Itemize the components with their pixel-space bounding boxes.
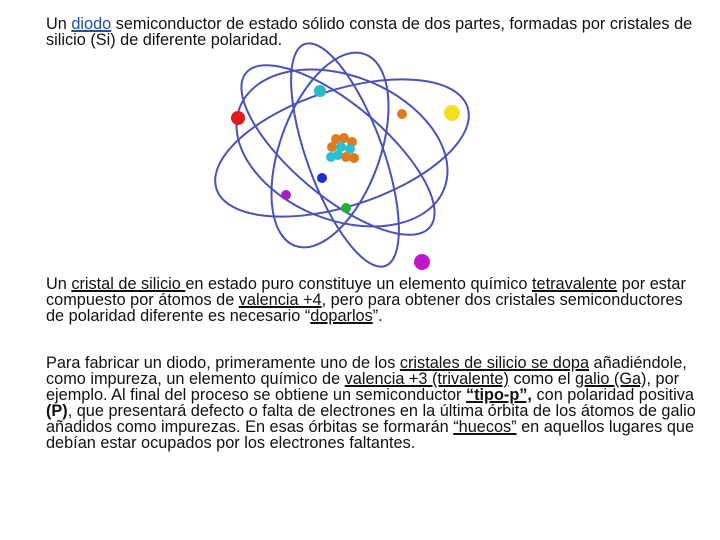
text-segment: , pero para obtener dos cristales semiconductores de polaridad diferente es necesario “ — [46, 291, 683, 325]
paragraph-fabricar — [46, 355, 696, 451]
link-doparlos[interactable]: doparlos — [310, 307, 373, 325]
electron-yellow — [444, 105, 460, 121]
paragraph-cristal — [46, 276, 696, 324]
link-tipo-p[interactable]: “tipo-p”, — [465, 386, 532, 404]
nucleus — [326, 133, 359, 163]
link-cristales-silicio[interactable]: cristales de silicio se dopa — [399, 354, 590, 372]
electron-red — [231, 111, 245, 125]
electron-orange — [397, 109, 407, 119]
text-segment: , que presentará defecto o falta de electrones en la última órbita de los átomos de galio añadidos como impurezas. En esas órbitas se formarán — [46, 402, 696, 436]
link-galio[interactable]: galio (Ga), — [574, 370, 651, 388]
text-segment: añadiéndole, como impureza, un elemento químico de — [46, 354, 687, 388]
link-tetravalente[interactable]: tetravalente — [532, 275, 618, 293]
text-segment: Un — [46, 15, 72, 33]
link-valencia-3[interactable]: valencia +3 (trivalente) — [344, 370, 509, 388]
text-segment: como el — [508, 370, 575, 388]
link-diodo[interactable]: diodo — [71, 15, 112, 33]
link-cristal-silicio[interactable]: cristal de silicio — [71, 275, 186, 293]
paragraph-intro — [46, 16, 696, 48]
text-segment: semiconductor de estado sólido consta de dos partes, formadas por cristales de silicio (Si) de diferente polaridad. — [46, 15, 693, 49]
text-segment: en aquellos lugares que debían estar ocupados por los electrones faltantes. — [46, 418, 695, 452]
electron-magenta — [414, 254, 430, 270]
text-segment: Para fabricar un diodo, primeramente uno de los — [46, 354, 400, 372]
electron-blue — [317, 173, 327, 183]
text-segment: ”. — [372, 307, 383, 325]
electron-purple-small — [281, 190, 291, 200]
text-segment: Un — [46, 275, 72, 293]
link-huecos[interactable]: “huecos” — [453, 418, 517, 436]
electrons — [231, 85, 460, 270]
electron-cyan — [314, 85, 326, 97]
electron-green — [341, 203, 351, 213]
text-segment: por estar compuesto por átomos de — [46, 275, 686, 309]
text-segment: por ejemplo. Al final del proceso se obtiene un semiconductor — [46, 370, 680, 404]
polarity-P: (P) — [46, 402, 68, 420]
text-segment: con polaridad positiva — [531, 386, 694, 404]
link-valencia-4[interactable]: valencia +4 — [238, 291, 322, 309]
text-segment: en estado puro constituye un elemento químico — [185, 275, 533, 293]
